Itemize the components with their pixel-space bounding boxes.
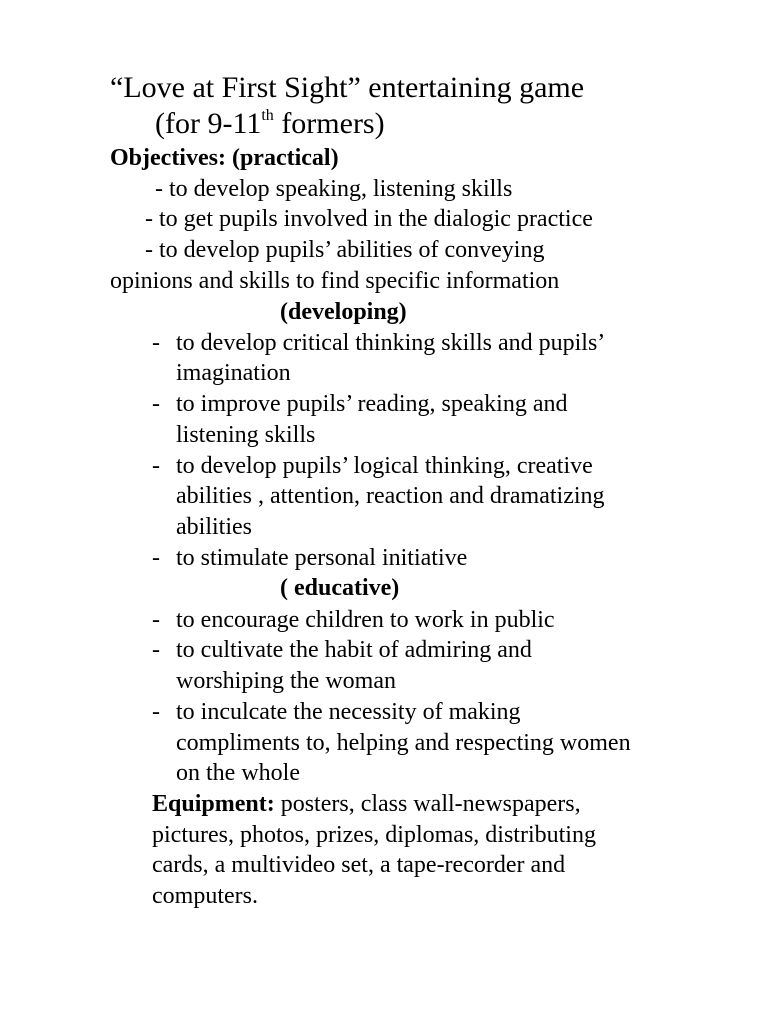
- equipment-text-line: pictures, photos, prizes, diplomas, distributing: [152, 822, 596, 848]
- bullet-dash: -: [152, 607, 160, 633]
- developing-item-continued: abilities , attention, reaction and dramatizing: [176, 483, 605, 509]
- developing-item: to develop pupils’ logical thinking, creative: [176, 453, 593, 479]
- practical-objective: - to develop pupils’ abilities of conveying: [145, 237, 545, 263]
- practical-objective-continued: opinions and skills to find specific information: [110, 268, 560, 294]
- educative-item: to encourage children to work in public: [176, 607, 555, 633]
- developing-item: to stimulate personal initiative: [176, 545, 468, 571]
- document-title: “Love at First Sight” entertaining game: [110, 71, 585, 104]
- bullet-dash: -: [152, 545, 160, 571]
- subtitle-suffix: formers): [273, 107, 385, 140]
- subtitle-superscript: th: [261, 107, 274, 124]
- equipment-label: Equipment:: [152, 791, 275, 817]
- educative-heading: ( educative): [280, 575, 400, 601]
- bullet-dash: -: [152, 699, 160, 725]
- educative-item-continued: on the whole: [176, 760, 300, 786]
- developing-item-continued: imagination: [176, 360, 291, 386]
- document-subtitle: [155, 106, 385, 142]
- educative-item: to cultivate the habit of admiring and: [176, 637, 532, 663]
- developing-heading: (developing): [280, 299, 407, 325]
- educative-item: to inculcate the necessity of making: [176, 699, 521, 725]
- bullet-dash: -: [152, 637, 160, 663]
- educative-item-continued: compliments to, helping and respecting women: [176, 730, 631, 756]
- bullet-dash: -: [152, 391, 160, 417]
- developing-item: to develop critical thinking skills and pupils’: [176, 330, 606, 356]
- equipment-text-line: computers.: [152, 883, 258, 909]
- bullet-dash: -: [152, 453, 160, 479]
- developing-item: to improve pupils’ reading, speaking and: [176, 391, 568, 417]
- equipment-text: posters, class wall-newspapers,: [274, 791, 581, 817]
- bullet-dash: -: [152, 330, 160, 356]
- practical-objective: - to develop speaking, listening skills: [155, 176, 513, 202]
- developing-item-continued: listening skills: [176, 422, 316, 448]
- practical-objective: - to get pupils involved in the dialogic practice: [145, 206, 593, 232]
- equipment-text-line: cards, a multivideo set, a tape-recorder and: [152, 852, 566, 878]
- objectives-heading: Objectives: (practical): [110, 145, 339, 171]
- educative-item-continued: worshiping the woman: [176, 668, 396, 694]
- equipment-paragraph: [152, 789, 581, 820]
- developing-item-continued: abilities: [176, 514, 252, 540]
- subtitle-prefix: (for 9-11: [155, 107, 262, 140]
